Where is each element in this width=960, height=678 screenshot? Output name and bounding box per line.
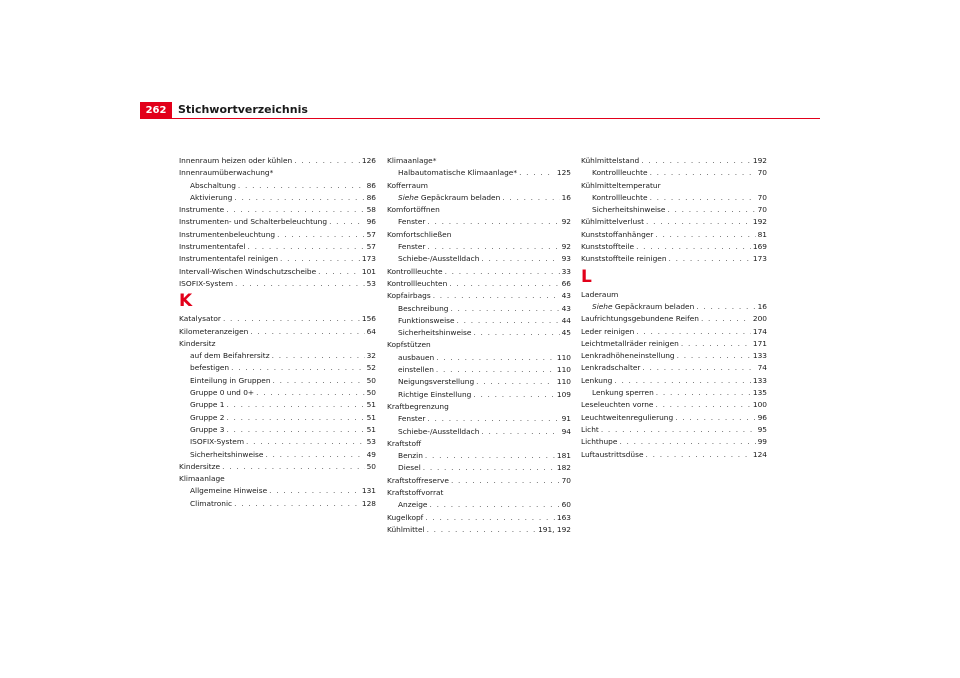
section-letter: K <box>179 291 193 312</box>
page-reference: 135 <box>752 388 767 398</box>
dot-leader <box>250 326 364 338</box>
page-reference: 94 <box>561 426 571 436</box>
page-reference: 96 <box>757 412 767 422</box>
index-subentry <box>387 499 571 511</box>
index-subentry <box>179 192 376 204</box>
dot-leader <box>235 278 365 290</box>
page-reference: 181 <box>556 451 571 461</box>
index-entry <box>387 512 571 524</box>
index-entry <box>179 204 376 216</box>
dot-leader <box>619 436 755 448</box>
page-reference: 57 <box>366 229 376 239</box>
page-reference: 51 <box>366 424 376 434</box>
index-subentry <box>581 387 767 399</box>
page-reference: 74 <box>757 363 767 373</box>
dot-leader <box>427 413 559 425</box>
dot-leader <box>234 192 364 204</box>
index-heading: Kopfstützen <box>387 340 431 350</box>
page-reference: 92 <box>561 217 571 227</box>
dot-leader <box>329 216 365 228</box>
page-reference: 16 <box>757 301 767 311</box>
page-reference: 133 <box>752 375 767 385</box>
page-reference: 81 <box>757 229 767 239</box>
index-subentry <box>387 315 571 327</box>
index-subentry <box>387 450 571 462</box>
page-reference: 50 <box>366 375 376 385</box>
index-entry <box>581 338 767 350</box>
entry-label: Kunststoffteile reinigen <box>581 254 667 264</box>
dot-leader <box>601 424 756 436</box>
entry-label: Kühlmittelverlust <box>581 217 644 227</box>
index-subentry <box>387 216 571 228</box>
dot-leader <box>675 412 755 424</box>
entry-label: ISOFIX-System <box>190 437 245 447</box>
index-subentry <box>179 436 376 448</box>
entry-label: Sicherheitshinweise <box>398 328 472 338</box>
page-reference: 109 <box>556 389 571 399</box>
index-heading: Klimaanlage* <box>387 156 437 165</box>
index-entry <box>387 290 571 302</box>
page-reference: 110 <box>556 352 571 362</box>
index-subentry <box>387 352 571 364</box>
dot-leader <box>636 326 751 338</box>
dot-leader <box>226 399 364 411</box>
entry-label: Lenkung <box>581 375 613 385</box>
page-reference: 99 <box>757 437 767 447</box>
page-reference: 50 <box>366 461 376 471</box>
page-reference: 96 <box>366 217 376 227</box>
page-reference: 49 <box>366 449 376 459</box>
dot-leader <box>655 399 750 411</box>
page-reference: 93 <box>561 254 571 264</box>
dot-leader <box>457 315 560 327</box>
dot-leader <box>277 229 364 241</box>
dot-leader <box>681 338 751 350</box>
page-reference: 101 <box>361 266 376 276</box>
dot-leader <box>642 362 755 374</box>
index-entry <box>581 229 767 241</box>
index-subentry <box>387 389 571 401</box>
dot-leader <box>473 389 555 401</box>
page-reference: 86 <box>366 192 376 202</box>
entry-label: Funktionsweise <box>398 315 455 325</box>
page-reference: 70 <box>757 192 767 202</box>
page-reference: 110 <box>556 377 571 387</box>
entry-label: Intervall-Wischen Windschutzscheibe <box>179 266 317 276</box>
entry-label: Licht <box>581 424 599 434</box>
index-subentry <box>581 204 767 216</box>
index-entry <box>179 313 376 325</box>
dot-leader <box>226 424 364 436</box>
dot-leader <box>696 301 755 313</box>
dot-leader <box>669 253 751 265</box>
dot-leader <box>425 450 555 462</box>
dot-leader <box>223 313 360 325</box>
header-divider <box>140 118 820 119</box>
entry-label: Allgemeine Hinweise <box>190 486 268 496</box>
dot-leader <box>646 449 751 461</box>
entry-label: Leseleuchten vorne <box>581 400 654 410</box>
dot-leader <box>427 241 559 253</box>
dot-leader <box>667 204 755 216</box>
page-reference: 51 <box>366 400 376 410</box>
page-reference: 86 <box>366 180 376 190</box>
page-reference: 33 <box>561 266 571 276</box>
entry-label: Kopfairbags <box>387 291 431 301</box>
entry-label: Sicherheitshinweise <box>190 449 264 459</box>
page-reference: 43 <box>561 291 571 301</box>
entry-label: Halbautomatische Klimaanlage* <box>398 168 518 178</box>
index-entry <box>179 155 376 167</box>
dot-leader <box>427 216 559 228</box>
dot-leader <box>265 449 364 461</box>
index-entry <box>581 313 767 325</box>
entry-label: Luftaustrittsdüse <box>581 449 644 459</box>
page-reference: 200 <box>752 314 767 324</box>
dot-leader <box>273 375 365 387</box>
page-reference: 51 <box>366 412 376 422</box>
index-subentry <box>387 241 571 253</box>
entry-label: Abschaltung <box>190 180 236 190</box>
page-number-badge: 262 <box>140 102 172 118</box>
page-reference: 44 <box>561 315 571 325</box>
entry-label: Kontrollleuchten <box>387 278 448 288</box>
entry-label: Lenkradhöheneinstellung <box>581 351 675 361</box>
index-entry <box>581 375 767 387</box>
index-entry <box>581 326 767 338</box>
page-reference: 92 <box>561 242 571 252</box>
see-reference: Siehe <box>592 301 613 311</box>
dot-leader <box>481 253 559 265</box>
index-subentry <box>387 303 571 315</box>
index-subentry <box>581 167 767 179</box>
dot-leader <box>425 512 555 524</box>
page-reference: 57 <box>366 242 376 252</box>
page-reference: 66 <box>561 278 571 288</box>
entry-label: Gruppe 1 <box>190 400 225 410</box>
index-entry <box>387 475 571 487</box>
index-heading: Komfortschließen <box>387 229 452 239</box>
index-subentry <box>387 413 571 425</box>
entry-label: auf dem Beifahrersitz <box>190 351 270 361</box>
page-reference: 192 <box>752 217 767 227</box>
index-entry <box>179 241 376 253</box>
index-entry <box>581 216 767 228</box>
page-reference: 16 <box>561 192 571 202</box>
dot-leader <box>655 229 755 241</box>
index-entry <box>179 278 376 290</box>
entry-label: ausbauen <box>398 352 435 362</box>
entry-label: Lenkung sperren <box>592 388 654 398</box>
page-reference: 131 <box>361 486 376 496</box>
page-reference: 173 <box>361 254 376 264</box>
dot-leader <box>519 167 555 179</box>
page-reference: 110 <box>556 365 571 375</box>
entry-label: Kunststoffteile <box>581 242 635 252</box>
page-reference: 70 <box>757 205 767 215</box>
index-entry <box>179 253 376 265</box>
index-entry <box>581 155 767 167</box>
entry-label: Climatronic <box>190 498 233 508</box>
page-reference: 173 <box>752 254 767 264</box>
entry-label: Gruppe 3 <box>190 424 225 434</box>
page-reference: 52 <box>366 363 376 373</box>
dot-leader <box>701 313 751 325</box>
index-entry <box>581 253 767 265</box>
index-entry <box>387 266 571 278</box>
entry-label: Einteilung in Gruppen <box>190 375 271 385</box>
dot-leader <box>318 266 360 278</box>
index-heading: Kühlmitteltemperatur <box>581 180 661 190</box>
page-reference: 32 <box>366 351 376 361</box>
entry-label: ISOFIX-System <box>179 278 234 288</box>
page-reference: 169 <box>752 242 767 252</box>
index-subentry <box>387 192 571 204</box>
index-subentry <box>179 375 376 387</box>
entry-label: Kindersitze <box>179 461 221 471</box>
page-reference: 60 <box>561 500 571 510</box>
dot-leader <box>246 436 365 448</box>
entry-label: Leichtmetallräder reinigen <box>581 338 679 348</box>
index-heading: Innenraumüberwachung* <box>179 168 274 178</box>
dot-leader <box>280 253 360 265</box>
index-subentry <box>179 449 376 461</box>
page-reference: 50 <box>366 388 376 398</box>
page-reference: 91 <box>561 414 571 424</box>
page-reference: 191, 192 <box>538 524 571 534</box>
page-reference: 70 <box>561 475 571 485</box>
index-subentry <box>387 167 571 179</box>
page-reference: 45 <box>561 328 571 338</box>
dot-leader <box>677 350 751 362</box>
page-reference: 70 <box>757 168 767 178</box>
page-reference: 64 <box>366 326 376 336</box>
dot-leader <box>445 266 560 278</box>
dot-leader <box>294 155 360 167</box>
index-entry <box>179 461 376 473</box>
entry-label: Kontrollleuchte <box>387 266 443 276</box>
index-entry <box>179 266 376 278</box>
dot-leader <box>646 216 751 228</box>
dot-leader <box>656 387 751 399</box>
index-heading: Kindersitz <box>179 338 216 348</box>
index-entry <box>581 436 767 448</box>
entry-label: Fenster <box>398 217 426 227</box>
entry-label: Laufrichtungsgebundene Reifen <box>581 314 699 324</box>
page-reference: 192 <box>752 156 767 165</box>
index-heading: Kraftstoff <box>387 438 422 448</box>
index-entry <box>179 229 376 241</box>
dot-leader <box>636 241 751 253</box>
dot-leader <box>269 485 360 497</box>
page-reference: 128 <box>361 498 376 508</box>
entry-label: Instrumententafel <box>179 242 246 252</box>
index-entry <box>179 326 376 338</box>
index-heading: Kofferraum <box>387 180 428 190</box>
dot-leader <box>423 462 555 474</box>
index-entry <box>581 241 767 253</box>
entry-label: Lichthupe <box>581 437 618 447</box>
entry-label: Gruppe 0 und 0+ <box>190 388 255 398</box>
page-reference: 171 <box>752 338 767 348</box>
entry-label: Katalysator <box>179 314 221 324</box>
dot-leader <box>433 290 560 302</box>
index-subentry <box>179 412 376 424</box>
dot-leader <box>427 524 537 536</box>
dot-leader <box>429 499 559 511</box>
entry-label: Sicherheitshinweise <box>592 205 666 215</box>
dot-leader <box>650 167 756 179</box>
index-subentry <box>581 301 767 313</box>
dot-leader <box>473 327 559 339</box>
index-subentry <box>179 498 376 510</box>
dot-leader <box>476 376 555 388</box>
index-subentry <box>179 424 376 436</box>
page-reference: 182 <box>556 463 571 473</box>
dot-leader <box>614 375 751 387</box>
page-reference: 53 <box>366 437 376 447</box>
page-reference: 156 <box>361 314 376 324</box>
index-entry <box>581 449 767 461</box>
entry-label: Benzin <box>398 451 423 461</box>
page-reference: 126 <box>361 156 376 165</box>
entry-label: Neigungsverstellung <box>398 377 475 387</box>
entry-label: Schiebe-/Ausstelldach <box>398 426 480 436</box>
page-reference: 133 <box>752 351 767 361</box>
entry-label: Innenraum heizen oder kühlen <box>179 156 293 165</box>
index-subentry <box>179 350 376 362</box>
entry-label: Kugelkopf <box>387 512 424 522</box>
dot-leader <box>231 362 364 374</box>
entry-label <box>398 192 500 204</box>
index-heading: Klimaanlage <box>179 474 225 484</box>
index-subentry <box>387 426 571 438</box>
index-column-1 <box>179 155 376 510</box>
index-heading: Kraftbegrenzung <box>387 401 449 411</box>
page-title: Stichwortverzeichnis <box>178 103 308 116</box>
dot-leader <box>502 192 559 204</box>
index-entry <box>581 362 767 374</box>
page-reference: 95 <box>757 424 767 434</box>
dot-leader <box>449 278 559 290</box>
index-subentry <box>179 180 376 192</box>
entry-label: Kontrollleuchte <box>592 192 648 202</box>
entry-label: Fenster <box>398 242 426 252</box>
index-subentry <box>179 387 376 399</box>
entry-label: Kilometeranzeigen <box>179 326 249 336</box>
entry-label: Instrumente <box>179 205 225 215</box>
dot-leader <box>436 352 555 364</box>
entry-label: Instrumententafel reinigen <box>179 254 279 264</box>
entry-label: Anzeige <box>398 500 428 510</box>
index-entry <box>581 412 767 424</box>
dot-leader <box>222 461 365 473</box>
index-column-3 <box>581 155 767 461</box>
dot-leader <box>238 180 365 192</box>
index-subentry <box>387 253 571 265</box>
dot-leader <box>436 364 555 376</box>
see-reference: Siehe <box>398 192 419 202</box>
index-subentry <box>581 192 767 204</box>
dot-leader <box>481 426 559 438</box>
page-reference: 53 <box>366 278 376 288</box>
page-reference: 124 <box>752 449 767 459</box>
entry-label: Diesel <box>398 463 421 473</box>
entry-label: Leder reinigen <box>581 326 635 336</box>
dot-leader <box>226 412 364 424</box>
entry-label: Kontrollleuchte <box>592 168 648 178</box>
dot-leader <box>641 155 751 167</box>
page-reference: 163 <box>556 512 571 522</box>
index-subentry <box>387 364 571 376</box>
entry-label: Kraftstoffreserve <box>387 475 449 485</box>
entry-label: Instrumenten- und Schalterbeleuchtung <box>179 217 328 227</box>
section-letter: L <box>581 266 592 287</box>
dot-leader <box>234 498 360 510</box>
entry-label: Gruppe 2 <box>190 412 225 422</box>
dot-leader <box>226 204 364 216</box>
index-subentry <box>179 485 376 497</box>
entry-label: einstellen <box>398 365 434 375</box>
entry-label-text: Gepäckraum beladen <box>614 301 695 311</box>
entry-label: Instrumentenbeleuchtung <box>179 229 276 239</box>
entry-label: Schiebe-/Ausstelldach <box>398 254 480 264</box>
index-subentry <box>387 376 571 388</box>
entry-label: Kühlmittel <box>387 524 425 534</box>
entry-label: Leuchtweitenregulierung <box>581 412 674 422</box>
entry-label: Fenster <box>398 414 426 424</box>
index-heading: Komfortöffnen <box>387 205 440 215</box>
dot-leader <box>248 241 365 253</box>
entry-label: Beschreibung <box>398 303 449 313</box>
entry-label: Kühlmittelstand <box>581 156 640 165</box>
entry-label: befestigen <box>190 363 230 373</box>
index-heading: Kraftstoffvorrat <box>387 488 444 498</box>
dot-leader <box>450 303 559 315</box>
index-entry <box>581 350 767 362</box>
index-heading: Laderaum <box>581 289 619 299</box>
index-subentry <box>387 462 571 474</box>
index-subentry <box>387 327 571 339</box>
dot-leader <box>256 387 365 399</box>
page-reference: 125 <box>556 168 571 178</box>
entry-label: Aktivierung <box>190 192 233 202</box>
page-reference: 100 <box>752 400 767 410</box>
index-entry <box>581 424 767 436</box>
entry-label: Kunststoffanhänger <box>581 229 654 239</box>
index-subentry <box>179 362 376 374</box>
entry-label: Lenkradschalter <box>581 363 641 373</box>
index-entry <box>581 399 767 411</box>
index-entry <box>387 524 571 536</box>
index-entry <box>387 278 571 290</box>
dot-leader <box>650 192 756 204</box>
index-subentry <box>179 399 376 411</box>
page-reference: 43 <box>561 303 571 313</box>
entry-label <box>592 301 694 313</box>
dot-leader <box>451 475 560 487</box>
page-reference: 58 <box>366 205 376 215</box>
entry-label: Richtige Einstellung <box>398 389 472 399</box>
entry-label-text: Gepäckraum beladen <box>420 192 501 202</box>
dot-leader <box>272 350 365 362</box>
page-reference: 174 <box>752 326 767 336</box>
index-column-2 <box>387 155 571 536</box>
index-entry <box>179 216 376 228</box>
